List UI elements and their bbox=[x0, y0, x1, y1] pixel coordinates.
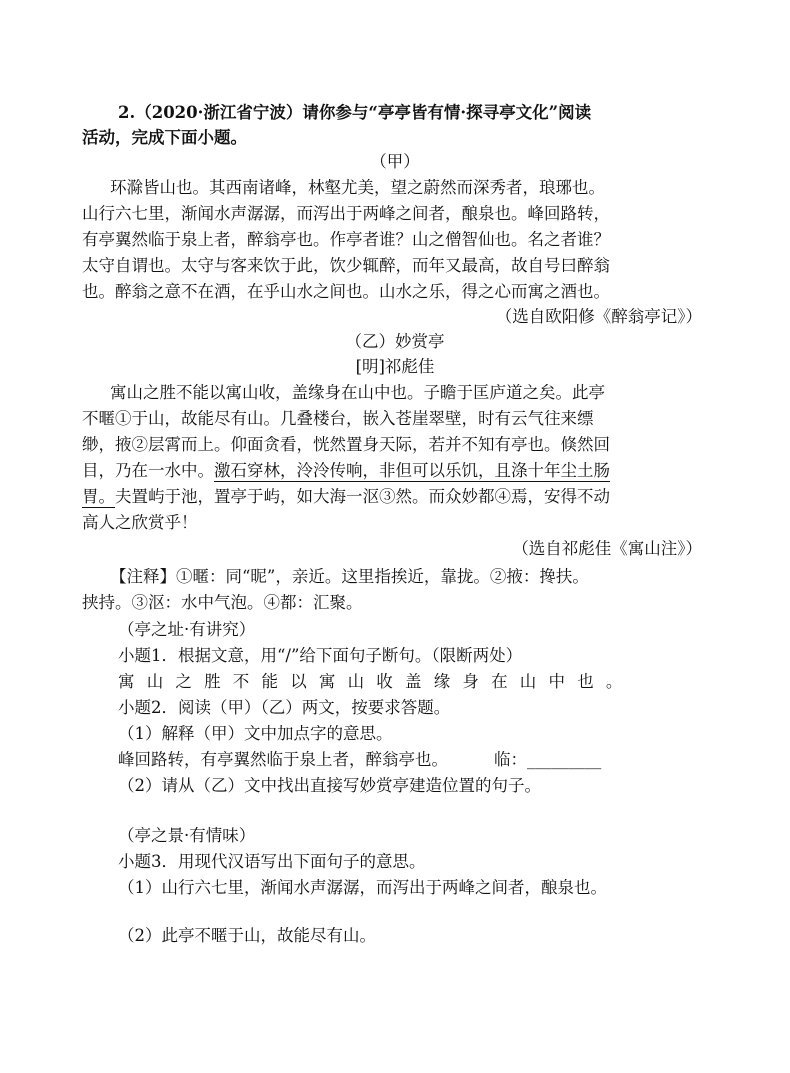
q2-1-line bbox=[118, 749, 601, 771]
q2-2-prompt: （2）请从（乙）文中找出直接写妙赏亭建造位置的句子。 bbox=[118, 776, 541, 795]
question-heading-line1: 2.（2020·浙江省宁波）请你参与“亭亭皆有情·探寻亭文化”阅读 bbox=[118, 103, 592, 122]
notes-line-1: 【注释】①暱：同“昵”，亲近。这里指挨近，靠拢。②掖：搀扶。 bbox=[110, 567, 589, 586]
yi-author: [明]祁彪佳 bbox=[355, 357, 435, 376]
q3-2-prompt: （2）此亭不暱于山，故能尽有山。 bbox=[118, 926, 376, 945]
jia-line-3: 有亭翼然临于泉上者，醉翁亭也。作亭者谁？山之僧智仙也。名之者谁？ bbox=[82, 230, 610, 249]
yi-line-6: 高人之欣赏乎！ bbox=[82, 513, 198, 532]
jia-label: （甲） bbox=[370, 152, 420, 171]
section2-title: （亭之景·有情味） bbox=[118, 826, 256, 845]
q2-prompt: 小题2．阅读（甲）（乙）两文，按要求答题。 bbox=[118, 698, 451, 717]
notes-line-2: 挟持。③沤：水中气泡。④都：汇聚。 bbox=[82, 593, 363, 612]
q1-prompt: 小题1．根据文意，用“/”给下面句子断句。（限断两处） bbox=[118, 646, 523, 665]
question-heading-line2: 活动，完成下面小题。 bbox=[82, 128, 247, 147]
q2-1-word: 临： bbox=[494, 750, 527, 769]
q2-1-sentence: 峰回路转，有亭翼然临于泉上者，醉翁亭也。 bbox=[118, 750, 448, 769]
q1-sentence: 寓山之胜不能以寓山收盖缘身在山中也。 bbox=[118, 672, 635, 691]
yi-line-5-text: 夫置屿于池，置亭于屿，如大海一沤③然。而众妙都④焉，安得不动 bbox=[115, 487, 610, 506]
q3-1-prompt: （1）山行六七里，渐闻水声潺潺，而泻出于两峰之间者，酿泉也。 bbox=[118, 878, 607, 897]
yi-line-4 bbox=[82, 460, 610, 482]
jia-line-1: 环滁皆山也。其西南诸峰，林壑尤美，望之蔚然而深秀者，琅琊也。 bbox=[110, 178, 605, 197]
q2-1-answer-blank[interactable]: _________ bbox=[527, 750, 602, 769]
section1-title: （亭之址·有讲究） bbox=[118, 620, 256, 639]
yi-line-5 bbox=[82, 486, 610, 508]
jia-line-4: 太守自谓也。太守与客来饮于此，饮少辄醉，而年又最高，故自号曰醉翁 bbox=[82, 256, 610, 275]
q3-prompt: 小题3．用现代汉语写出下面句子的意思。 bbox=[118, 852, 426, 871]
jia-line-2: 山行六七里，渐闻水声潺潺，而泻出于两峰之间者，酿泉也。峰回路转， bbox=[82, 204, 610, 223]
yi-line-2: 不暱①于山，故能尽有山。几叠楼台，嵌入苍崖翠壁，时有云气往来缥 bbox=[82, 409, 594, 428]
yi-title: （乙）妙赏亭 bbox=[345, 332, 445, 351]
yi-line-1: 寓山之胜不能以寓山收，盖缘身在山中也。子瞻于匡庐道之矣。此亭 bbox=[110, 383, 605, 402]
jia-source: （选自欧阳修《醉翁亭记》） bbox=[495, 307, 702, 326]
yi-underlined-sentence-part1: 激石穿林，泠泠传响，非但可以乐饥，且涤十年尘土肠 bbox=[214, 461, 610, 480]
jia-line-5: 也。醉翁之意不在酒，在乎山水之间也。山水之乐，得之心而寓之酒也。 bbox=[82, 282, 610, 301]
yi-underlined-sentence-part2: 胃。 bbox=[82, 487, 115, 506]
yi-line-4-text: 目，乃在一水中。 bbox=[82, 461, 214, 480]
q2-1-prompt: （1）解释（甲）文中加点字的意思。 bbox=[118, 724, 393, 743]
yi-line-3: 缈，掖②层霄而上。仰面贪看，恍然置身天际，若并不知有亭也。倏然回 bbox=[82, 435, 610, 454]
yi-source: （选自祁彪佳《寓山注》） bbox=[512, 539, 702, 558]
